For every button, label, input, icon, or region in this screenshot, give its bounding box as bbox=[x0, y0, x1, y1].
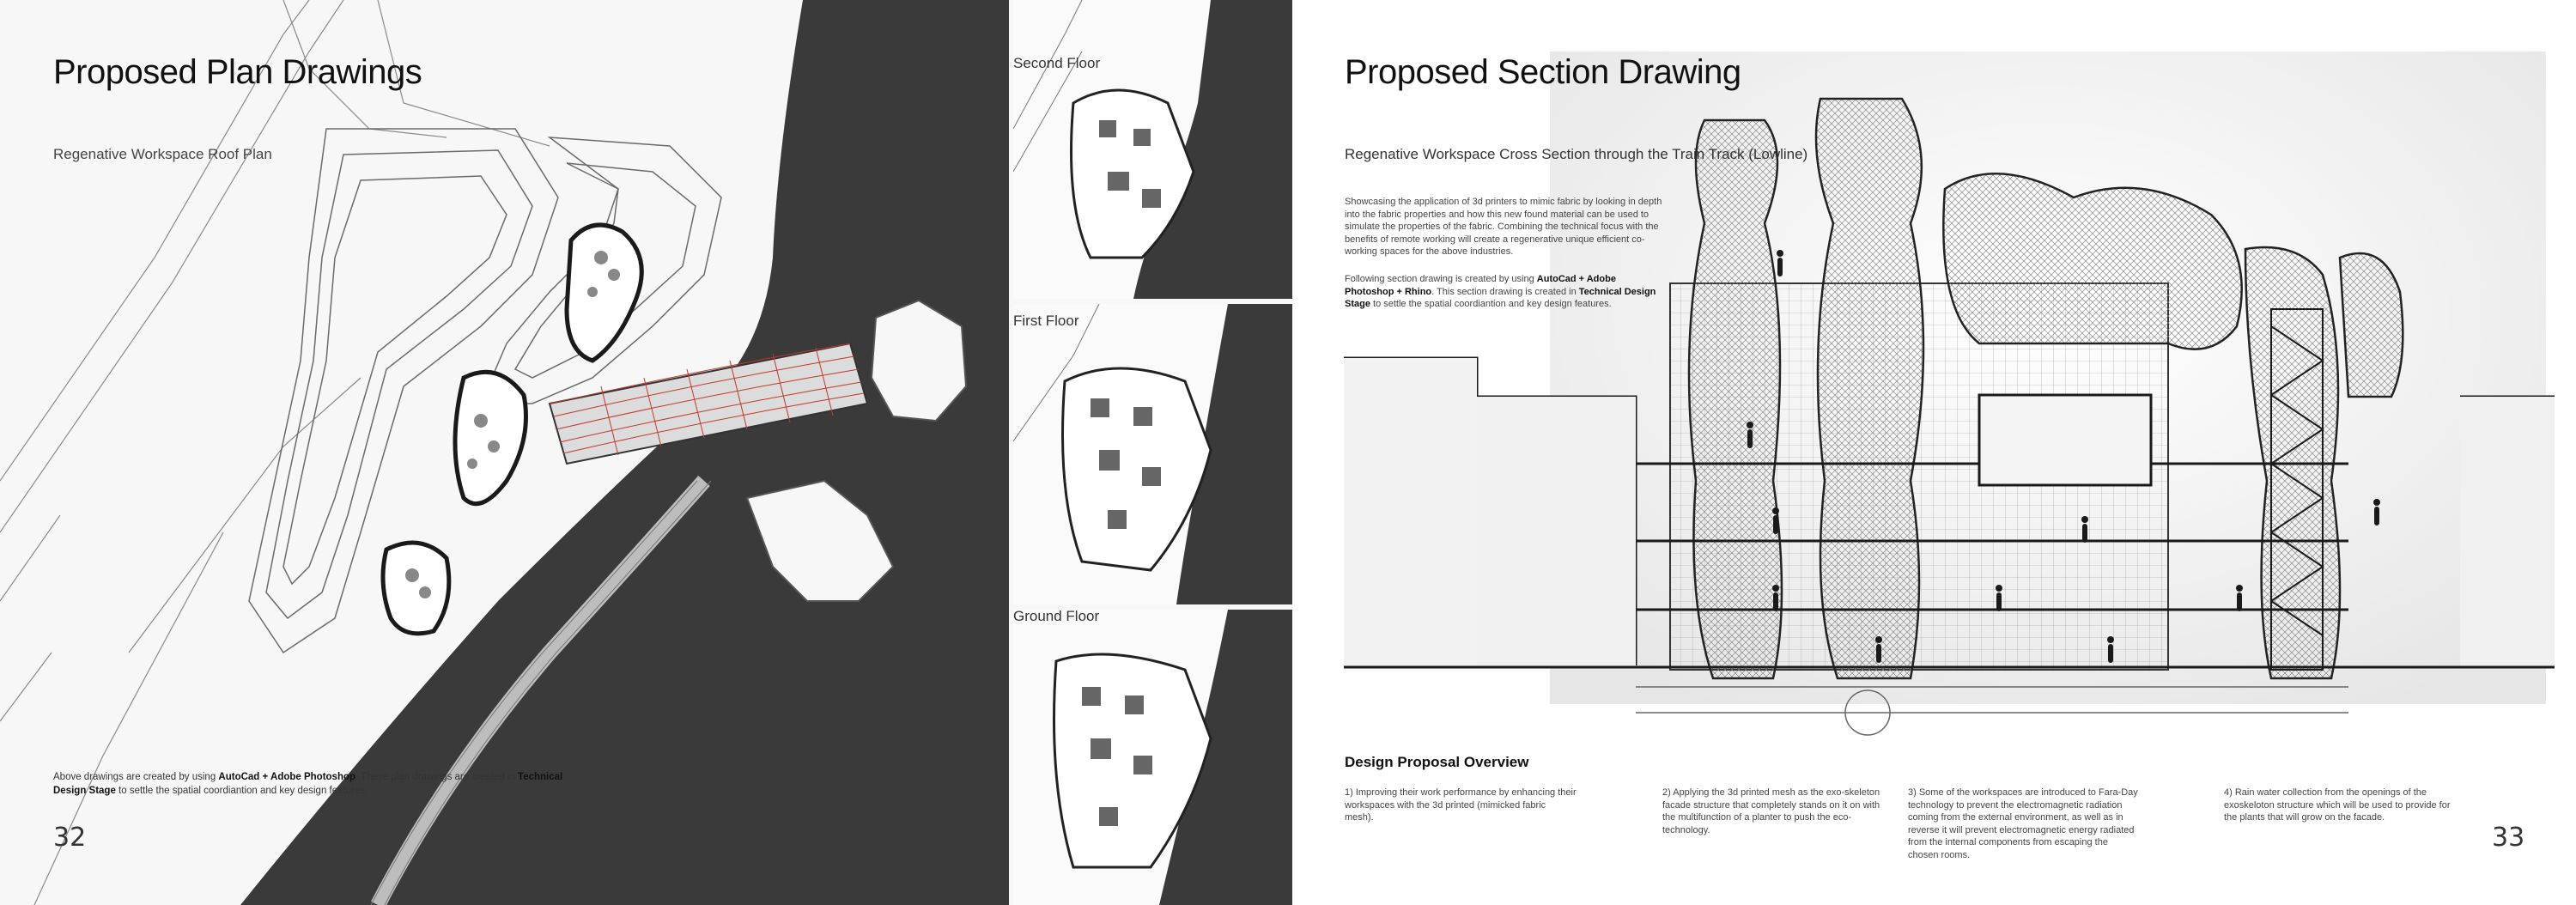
page-number: 33 bbox=[2492, 823, 2525, 853]
method-paragraph bbox=[1345, 273, 1667, 311]
second-floor-plan bbox=[1013, 0, 1292, 299]
floor-plan-drawing bbox=[1013, 610, 1292, 905]
method-text: . This section drawing is created in bbox=[1431, 286, 1579, 297]
drawing-note bbox=[53, 770, 568, 798]
overview-point: 3) Some of the workspaces are introduced to Fara-Day technology to prevent the electromagnetic radiation coming from the external environment, as well as in reverse it will prevent electromagnetic energy radiated from the internal components from escaping the chosen rooms. bbox=[1908, 787, 2138, 860]
floor-label: Ground Floor bbox=[1013, 608, 1100, 624]
floor-plan-drawing bbox=[1013, 0, 1292, 299]
method-text: to settle the spatial coordiantion and key design features. bbox=[1370, 299, 1612, 309]
floor-label: Second Floor bbox=[1013, 55, 1101, 71]
note-stage: Technical Design Stage bbox=[53, 772, 563, 796]
overview-heading: Design Proposal Overview bbox=[1345, 754, 1529, 770]
drawing-subtitle: Regenative Workspace Cross Section through the Train Track (Lowline) bbox=[1345, 146, 1808, 162]
note-text: . These plan drawings are created in bbox=[355, 772, 519, 782]
method-software: AutoCad + Adobe Photoshop + Rhino bbox=[1345, 274, 1616, 297]
note-software: AutoCad + Adobe Photoshop bbox=[218, 772, 356, 782]
overview-point: 2) Applying the 3d printed mesh as the exo-skeleton facade structure that completely stands on it on with the multifunction of a planter to push the eco-technology. bbox=[1662, 787, 1880, 835]
intro-paragraph: Showcasing the application of 3d printers to mimic fabric by looking in depth into the fabric properties and how this new found material can be used to simulate the properties of the fabric. Combining the technical focus with the benefits of remote working will create a regenerative unique efficient co-working spaces for the above industries. bbox=[1345, 197, 1662, 257]
roof-plan-drawing bbox=[0, 0, 1009, 905]
overview-point: 4) Rain water collection from the openings of the exoskeloton structure which will be used to provide for the plants that will grow on the facade. bbox=[2224, 787, 2451, 823]
first-floor-plan bbox=[1013, 304, 1292, 604]
page-title: Proposed Plan Drawings bbox=[53, 53, 422, 91]
overview-point: 1) Improving their work performance by enhancing their workspaces with the 3d printed (mimicked fabric mesh). bbox=[1345, 787, 1577, 823]
note-text: to settle the spatial coordiantion and key design features. bbox=[115, 786, 368, 796]
ground-floor-plan bbox=[1013, 610, 1292, 905]
method-stage: Technical Design Stage bbox=[1345, 286, 1656, 309]
note-text: Above drawings are created by using bbox=[53, 772, 219, 782]
page-title: Proposed Section Drawing bbox=[1345, 53, 1741, 91]
floor-plan-drawing bbox=[1013, 304, 1292, 604]
page-gutter bbox=[1292, 0, 1344, 905]
floor-label: First Floor bbox=[1013, 313, 1079, 329]
drawing-subtitle: Regenative Workspace Roof Plan bbox=[53, 146, 272, 162]
page-number: 32 bbox=[53, 823, 87, 853]
method-text: Following section drawing is created by using bbox=[1345, 274, 1537, 284]
